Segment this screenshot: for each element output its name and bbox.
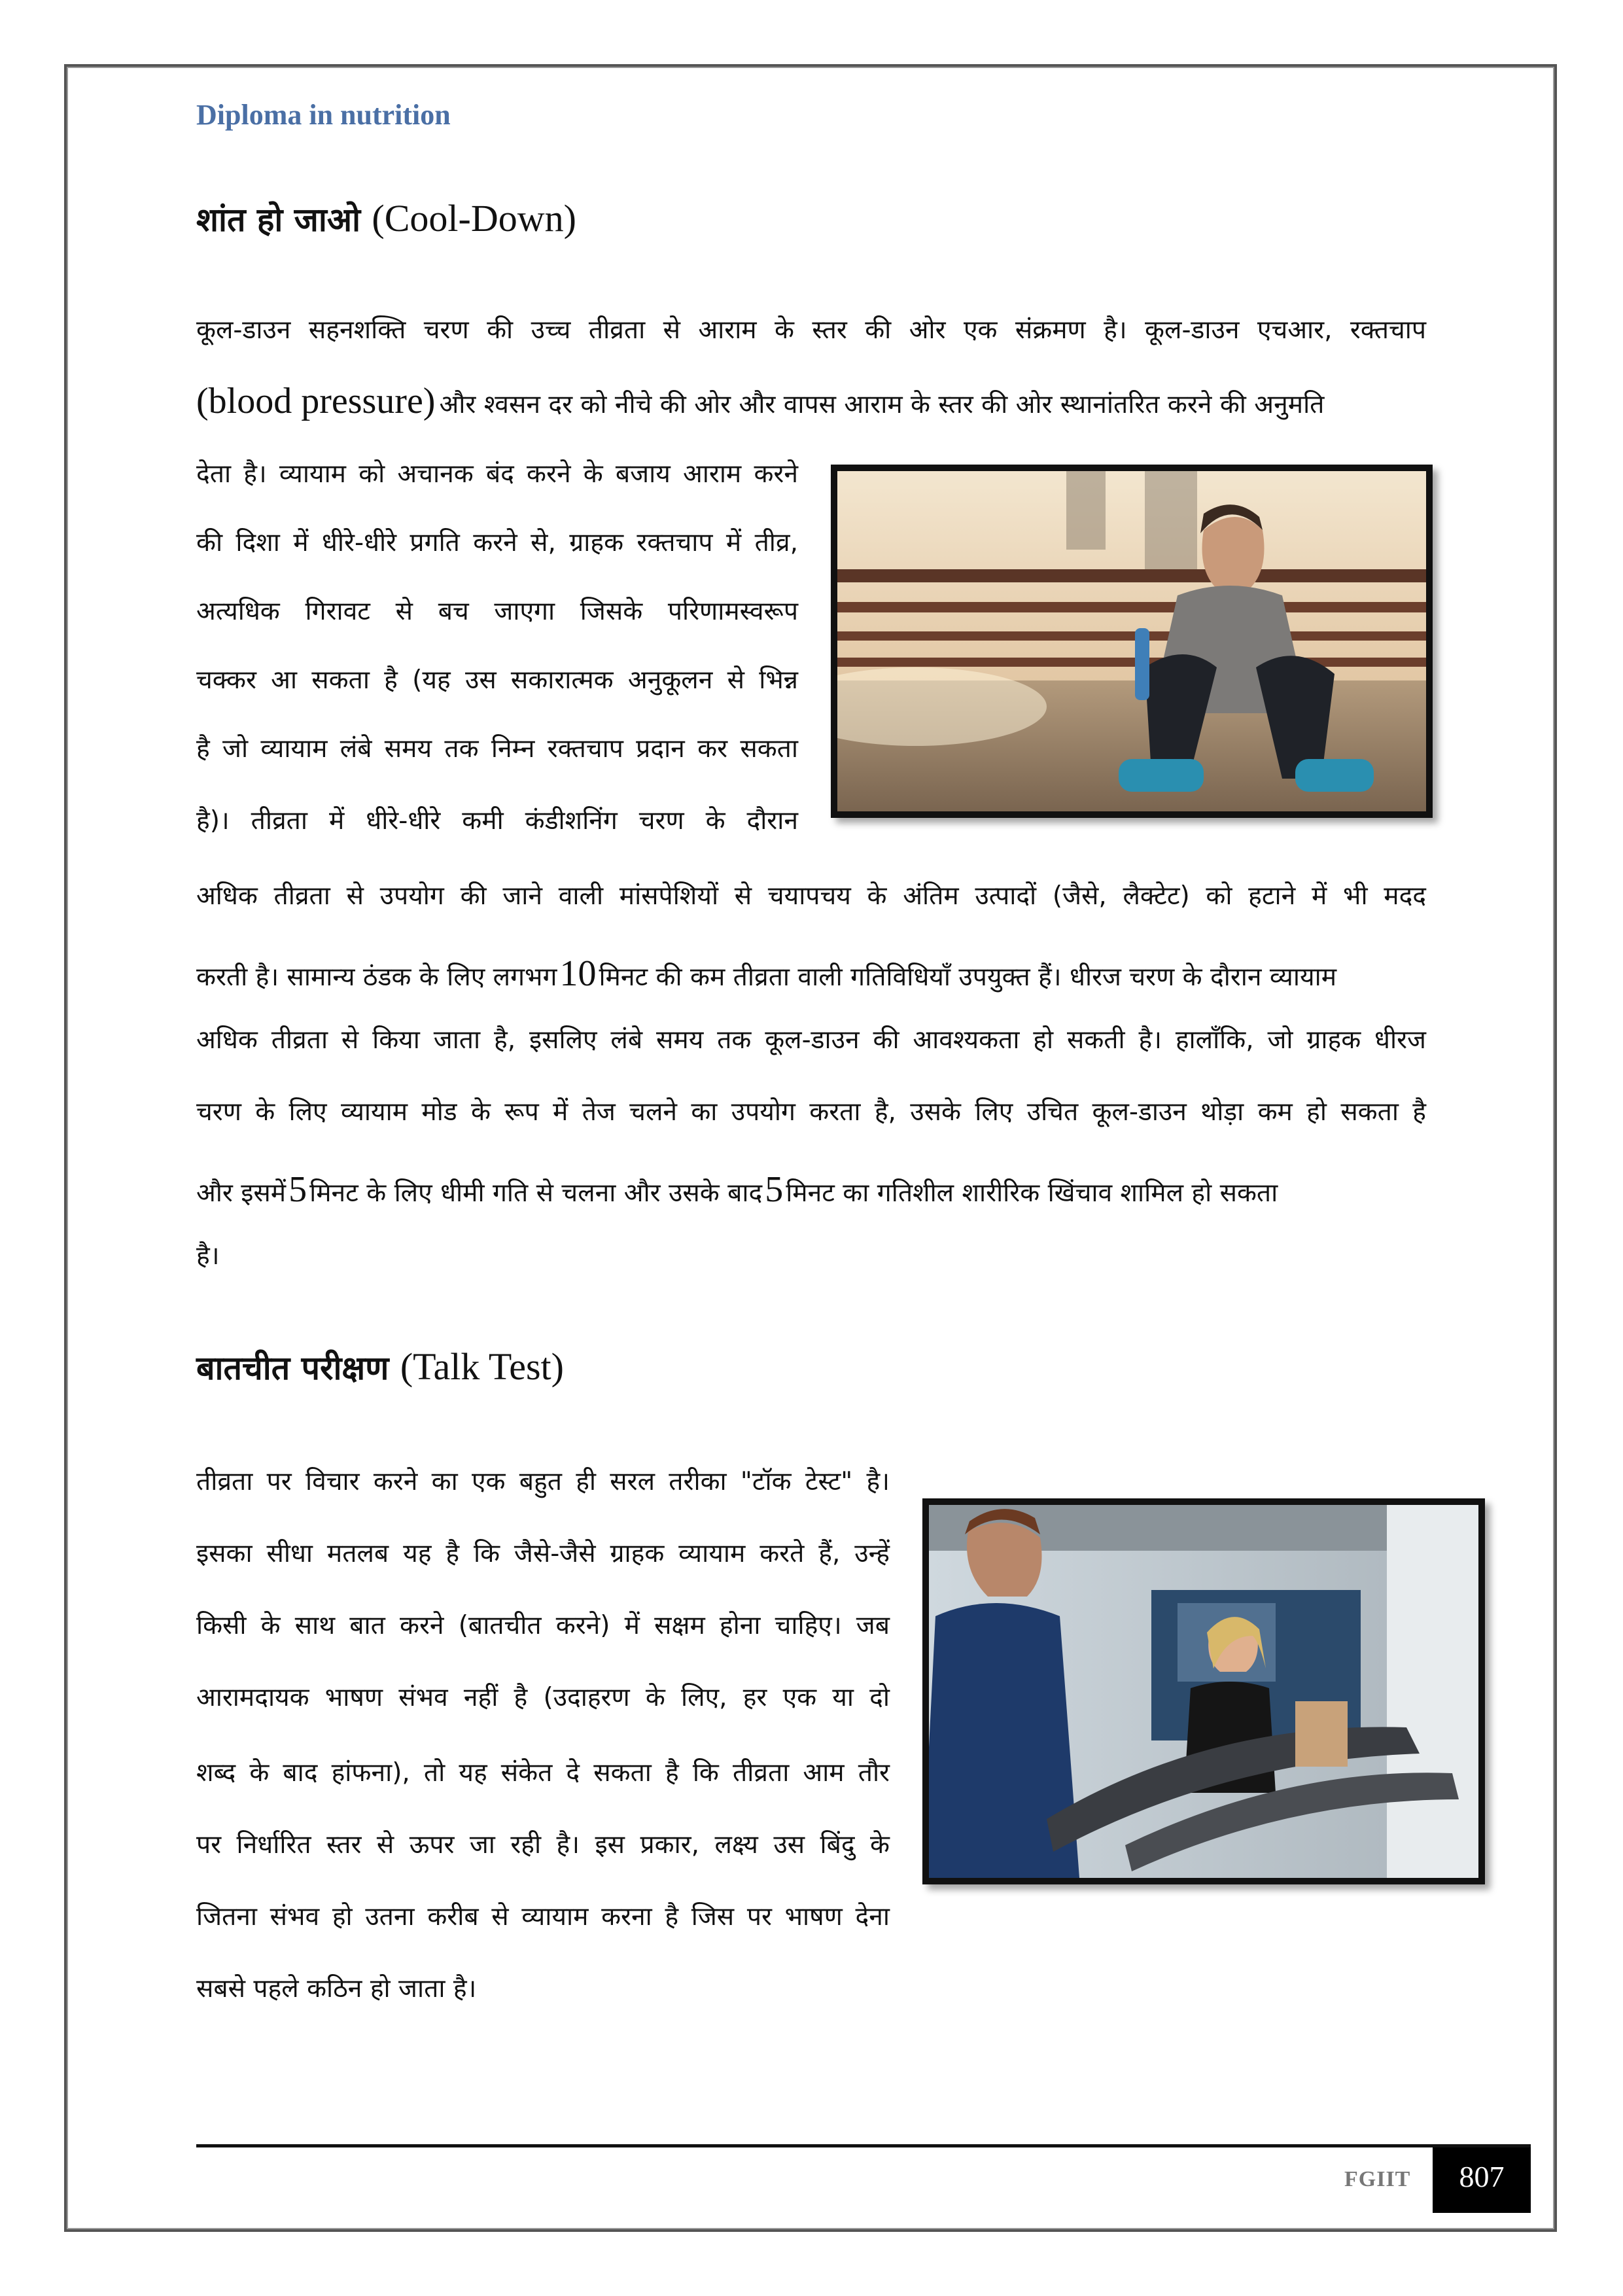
- paragraph-line: है जो व्यायाम लंबे समय तक निम्न रक्तचाप प्रदान कर सकता: [196, 734, 798, 764]
- number-five: 5: [765, 1169, 784, 1210]
- paragraph-line: तीव्रता पर विचार करने का एक बहुत ही सरल तरीका "टॉक टेस्ट" है।: [196, 1467, 890, 1496]
- paragraph-line: है)। तीव्रता में धीरे-धीरे कमी कंडीशनिंग चरण के दौरान: [196, 806, 798, 836]
- blood-pressure-term: (blood pressure): [196, 381, 436, 421]
- talk-test-photo: [922, 1498, 1485, 1884]
- paragraph-line: कूल-डाउन सहनशक्ति चरण की उच्च तीव्रता से आराम के स्तर की ओर एक संक्रमण है। कूल-डाउन एचआर, रक्तचाप: [196, 315, 1426, 345]
- section-heading-cool-down: [196, 196, 576, 241]
- heading-english: (Cool-Down): [372, 197, 576, 239]
- paragraph-line: [196, 955, 1426, 992]
- paragraph-line: अत्यधिक गिरावट से बच जाएगा जिसके परिणामस्वरूप: [196, 597, 798, 626]
- heading-hindi: शांत हो जाओ: [196, 200, 360, 239]
- paragraph-line: शब्द के बाद हांफना), तो यह संकेत दे सकता है कि तीव्रता आम तौर: [196, 1758, 890, 1788]
- paragraph-line: [196, 1171, 1426, 1208]
- paragraph-line: इसका सीधा मतलब यह है कि जैसे-जैसे ग्राहक व्यायाम करते हैं, उन्हें: [196, 1539, 890, 1568]
- paragraph-line: अधिक तीव्रता से उपयोग की जाने वाली मांसपेशियों से चयापचय के अंतिम उत्पादों (जैसे, लैक्टेट) को हटाने में भी मदद: [196, 881, 1426, 911]
- paragraph-line: जितना संभव हो उतना करीब से व्यायाम करना है जिस पर भाषण देना: [196, 1902, 890, 1932]
- paragraph-line-text: करती है। सामान्य ठंडक के लिए लगभग: [196, 963, 557, 992]
- footer-label: FGIIT: [1344, 2167, 1411, 2191]
- number-five: 5: [288, 1169, 307, 1210]
- paragraph-line: की दिशा में धीरे-धीरे प्रगति करने से, ग्राहक रक्तचाप में तीव्र,: [196, 528, 798, 557]
- running-header: Diploma in nutrition: [196, 99, 451, 131]
- paragraph-line-text: और इसमें: [196, 1178, 287, 1208]
- heading-hindi: बातचीत परीक्षण: [196, 1349, 389, 1387]
- paragraph-line: किसी के साथ बात करने (बातचीत करने) में सक्षम होना चाहिए। जब: [196, 1611, 890, 1640]
- paragraph-line: आरामदायक भाषण संभव नहीं है (उदाहरण के लिए, हर एक या दो: [196, 1683, 890, 1712]
- page-number: 807: [1433, 2147, 1531, 2213]
- cool-down-photo: [831, 465, 1433, 818]
- paragraph-line: देता है। व्यायाम को अचानक बंद करने के बजाय आराम करने: [196, 459, 798, 489]
- paragraph-line: है।: [196, 1241, 220, 1271]
- paragraph-line-text: मिनट के लिए धीमी गति से चलना और उसके बाद: [309, 1178, 763, 1208]
- number-ten: 10: [559, 953, 597, 994]
- paragraph-line: सबसे पहले कठिन हो जाता है।: [196, 1974, 477, 2004]
- paragraph-line: पर निर्धारित स्तर से ऊपर जा रही है। इस प्रकार, लक्ष्य उस बिंदु के: [196, 1830, 890, 1860]
- paragraph-line: चरण के लिए व्यायाम मोड के रूप में तेज चलने का उपयोग करता है, उसके लिए उचित कूल-डाउन थोड़ा कम हो सकता है: [196, 1097, 1426, 1127]
- footer-rule: [196, 2144, 1531, 2147]
- paragraph-line-text: मिनट की कम तीव्रता वाली गतिविधियाँ उपयुक्त हैं। धीरज चरण के दौरान व्यायाम: [599, 963, 1337, 992]
- paragraph-line: [196, 383, 1426, 419]
- heading-english: (Talk Test): [400, 1345, 564, 1388]
- paragraph-line: चक्कर आ सकता है (यह उस सकारात्मक अनुकूलन से भिन्न: [196, 665, 798, 695]
- section-heading-talk-test: [196, 1345, 564, 1389]
- paragraph-line-text: मिनट का गतिशील शारीरिक खिंचाव शामिल हो सकता: [786, 1178, 1278, 1208]
- paragraph-line-text: और श्वसन दर को नीचे की ओर और वापस आराम के स्तर की ओर स्थानांतरित करने की अनुमति: [439, 390, 1325, 419]
- paragraph-line: अधिक तीव्रता से किया जाता है, इसलिए लंबे समय तक कूल-डाउन की आवश्यकता हो सकती है। हालाँकि, जो ग्राहक धीरज: [196, 1025, 1426, 1055]
